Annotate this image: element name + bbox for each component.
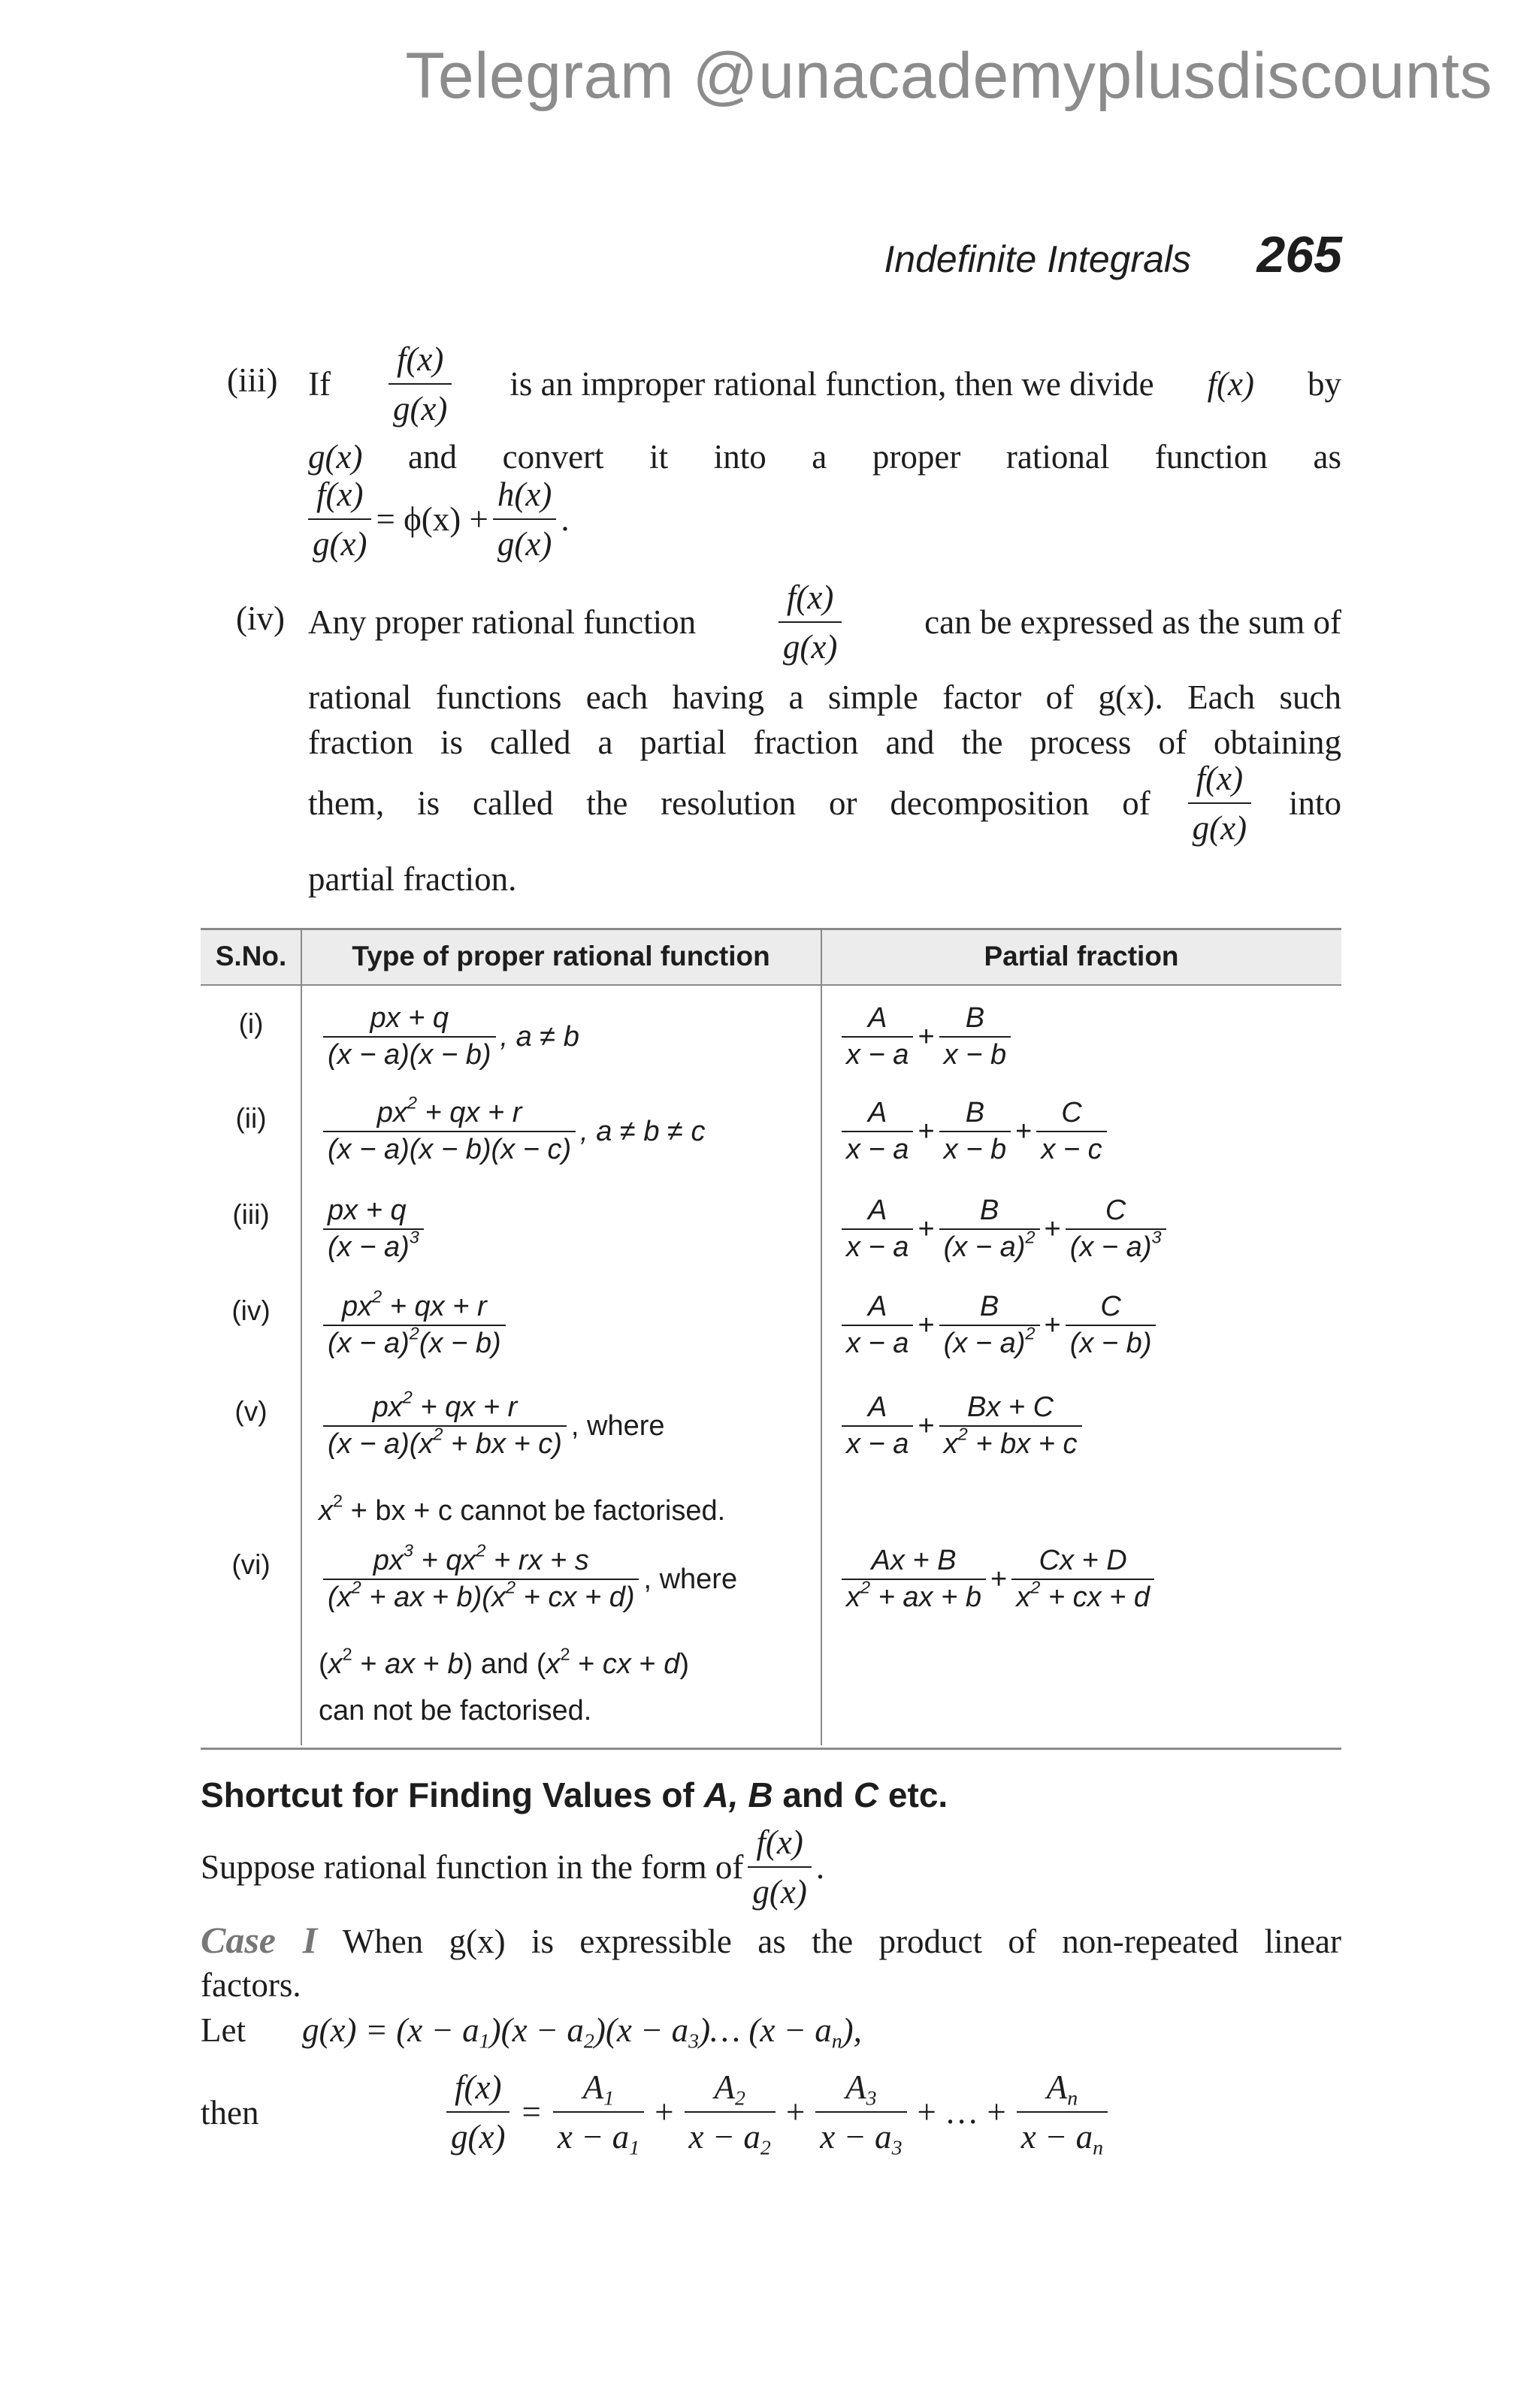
row1-type: $\frac{px + q}{(x - a)(x - b)}$ , a ≠ b (319, 1002, 579, 1071)
row6-partial: $\frac{Ax + B}{x^2 + ax + b}$ + $\frac{Cx + D}{x^2 + cx + d}$ (837, 1545, 1159, 1614)
item-iii-label: (iii) (227, 361, 278, 399)
fraction-f-over-g: $\frac{f(x)}{g(x)}$ (389, 337, 452, 431)
header-type: Type of proper rational function (352, 941, 770, 971)
row3-partial: $\frac{A}{x - a}$ + $\frac{B}{(x - a)^2}$ + $\frac{C}{(x - a)^3}$ (837, 1195, 1171, 1264)
sno-5: (v) (234, 1396, 268, 1427)
row1-partial: $\frac{A}{x - a}$ + $\frac{B}{x - b}$ (837, 1002, 1015, 1071)
item-iv-line5: partial fraction. (308, 860, 517, 898)
page-number: 265 (1256, 226, 1342, 283)
sno-3: (iii) (232, 1199, 270, 1230)
running-head-title: Indefinite Integrals (884, 238, 1191, 280)
item-iv-label: (iv) (236, 600, 285, 637)
item-iii-text: is an improper rational function, then we divide (509, 365, 1154, 403)
item-iii-equation: $\frac{f(x)}{g(x)}$ = ϕ(x) + $\frac{h(x)}{g(x)}$ . (304, 472, 570, 566)
header-sno: S.No. (215, 941, 287, 971)
row3-type: $\frac{px + q}{(x - a)^3}$ (319, 1195, 428, 1264)
item-iii-line1 (308, 337, 1341, 431)
item-iv-line2: rational functions each having a simple factor of g(x). Each such (308, 678, 1341, 716)
item-iii-if: If (308, 365, 331, 403)
section-heading: Shortcut for Finding Values of A, B and C etc. (201, 1775, 948, 1814)
let-equation: $g(x) = (x - a_1)(x - a_2)(x$ − $a_3)\dots$ $(x - a_n)$, (302, 2011, 862, 2053)
row5-note: $x^2$ + bx + c cannot be factorised. (319, 1491, 726, 1527)
row6-type: $\frac{px^3 + qx^2 + rx + s}{(x^2 + ax + b)(x^2 + cx + d)}$ , where (319, 1545, 737, 1614)
let-label: Let (201, 2011, 246, 2049)
case-1-line1: Case I When g(x) is expressible as the product of non-repeated linear (201, 1919, 1342, 1961)
row4-type: $\frac{px^2 + qx + r}{(x - a)^2(x - b)}$ (319, 1291, 510, 1360)
then-equation: $\frac{f(x)}{g(x)}$ = $\frac{A_1}{x - a_1}$ + $\frac{A_2}{x - a_2}$ + $\frac{A_3}{x - a_3}$ + … + $\frac{A_n}{x - a_n}$ (442, 2065, 1112, 2159)
row5-type: $\frac{px^2 + qx + r}{(x - a)(x^2 + bx + c)}$ , where (319, 1391, 665, 1461)
case-1-line2: factors. (201, 1966, 301, 2004)
row6-note-1: ($x^2$ + ax + b) and ($x^2$ + cx + d) (319, 1644, 690, 1680)
sno-2: (ii) (235, 1103, 267, 1134)
item-iii-line2: g(x) and convert it into a proper rational function as (308, 438, 1341, 476)
row6-note-2: can not be factorised. (319, 1695, 592, 1727)
shortcut-line1: Suppose rational function in the form of $\frac{f(x)}{g(x)}$ . (201, 1820, 824, 1914)
table-divider-2 (821, 930, 822, 1745)
sno-1: (i) (238, 1008, 264, 1039)
item-iii-by: by (1307, 365, 1341, 403)
watermark: Telegram @unacademyplusdiscounts (405, 40, 1492, 112)
item-iv-line3: fraction is called a partial fraction and the process of obtaining (308, 724, 1341, 761)
sno-4: (iv) (231, 1295, 271, 1326)
row2-type: $\frac{px^2 + qx + r}{(x - a)(x - b)(x - c)}$ , a ≠ b ≠ c (319, 1097, 705, 1166)
item-iii-fx: f(x) (1207, 365, 1255, 403)
row5-partial: $\frac{A}{x - a}$ + $\frac{Bx + C}{x^2 + bx + c}$ (837, 1391, 1087, 1461)
then-label: then (201, 2094, 259, 2132)
header-partial: Partial fraction (984, 941, 1179, 971)
item-iv-line1: Any proper rational function $\frac{f(x)}{g(x)}$ can be expressed as the sum of (308, 575, 1341, 669)
item-iv-line4: them, is called the resolution or decomposition of $\frac{f(x)}{g(x)}$ into (308, 756, 1341, 851)
row2-partial: $\frac{A}{x - a}$ + $\frac{B}{x - b}$ + $\frac{C}{x - c}$ (837, 1097, 1111, 1166)
sno-6: (vi) (231, 1549, 271, 1580)
row4-partial: $\frac{A}{x - a}$ + $\frac{B}{(x - a)^2}$ + $\frac{C}{(x - b)}$ (837, 1291, 1160, 1360)
table-divider-1 (301, 930, 302, 1745)
